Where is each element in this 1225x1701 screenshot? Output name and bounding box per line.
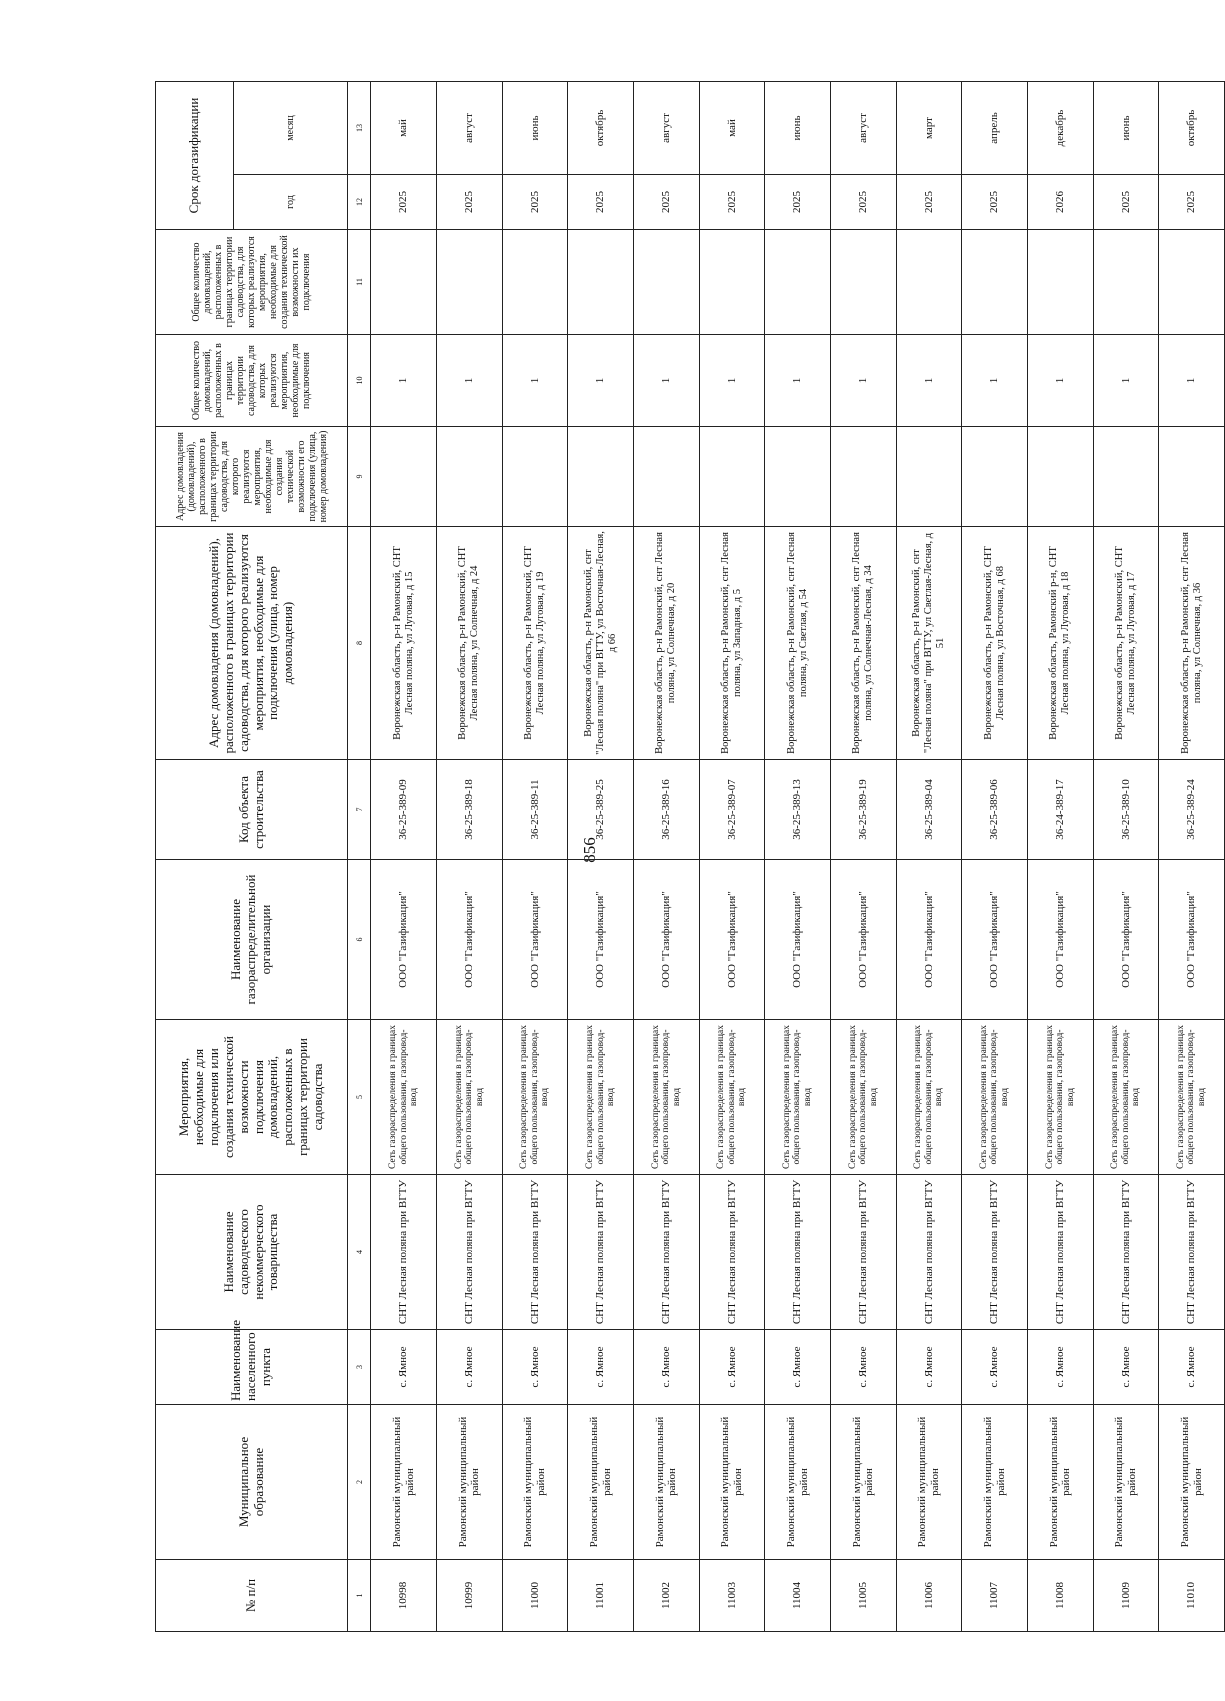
header-month: месяц bbox=[234, 82, 348, 175]
table-row bbox=[962, 82, 1028, 1632]
cell-month: август bbox=[437, 82, 503, 175]
cell-measures: Сеть газораспределения в границах общего пользования, газопровод-ввод bbox=[502, 1020, 568, 1175]
cell-settlement: с. Ямное bbox=[765, 1330, 831, 1405]
cell-num: 10998 bbox=[371, 1560, 437, 1632]
cell-gas-org: ООО "Газификация" bbox=[831, 860, 897, 1020]
cell-count: 1 bbox=[896, 335, 962, 427]
cell-num: 11002 bbox=[634, 1560, 700, 1632]
header-address-capability: Адрес домовладения (домовладений), расположенного в границах территории садоводства, для которого реализуются мероприятия, необходимые для создания технической возможности его подключения (улица, номер домовладения) bbox=[156, 427, 348, 527]
cell-month: август bbox=[831, 82, 897, 175]
column-number: 9 bbox=[348, 427, 371, 527]
cell-measures: Сеть газораспределения в границах общего пользования, газопровод-ввод bbox=[371, 1020, 437, 1175]
header-address-connection: Адрес домовладения (домовладений), расположенного в границах территории садоводства, для которого реализуются мероприятия, необходимые для подключения (улица, номер домовладения) bbox=[156, 527, 348, 760]
cell-gas-org: ООО "Газификация" bbox=[962, 860, 1028, 1020]
cell-address-capability bbox=[437, 427, 503, 527]
gasification-register-table bbox=[155, 81, 1225, 1632]
cell-settlement: с. Ямное bbox=[502, 1330, 568, 1405]
cell-year: 2025 bbox=[568, 175, 634, 230]
cell-measures: Сеть газораспределения в границах общего пользования, газопровод-ввод bbox=[1159, 1020, 1225, 1175]
cell-count-capability bbox=[1093, 230, 1159, 335]
cell-address: Воронежская область, р-н Рамонский, СНТ Лесная поляна, ул Солнечная, д 24 bbox=[437, 527, 503, 760]
cell-month: октябрь bbox=[1159, 82, 1225, 175]
cell-municipality: Рамонский муниципальный район bbox=[371, 1405, 437, 1560]
table-row bbox=[1028, 82, 1094, 1632]
cell-count-capability bbox=[831, 230, 897, 335]
header-term: Срок догазификации bbox=[156, 82, 234, 230]
cell-address: Воронежская область, р-н Рамонский, снт "Лесная поляна" при ВГТУ, ул Восточная-Лесная, д 66 bbox=[568, 527, 634, 760]
cell-count: 1 bbox=[1093, 335, 1159, 427]
cell-count-capability bbox=[765, 230, 831, 335]
cell-snt: СНТ Лесная поляна при ВГТУ bbox=[1093, 1175, 1159, 1330]
cell-object-code: 36-25-389-24 bbox=[1159, 760, 1225, 860]
header-object-code: Код объекта строительства bbox=[156, 760, 348, 860]
cell-object-code: 36-25-389-09 bbox=[371, 760, 437, 860]
cell-snt: СНТ Лесная поляна при ВГТУ bbox=[962, 1175, 1028, 1330]
cell-num: 11008 bbox=[1028, 1560, 1094, 1632]
cell-municipality: Рамонский муниципальный район bbox=[634, 1405, 700, 1560]
cell-measures: Сеть газораспределения в границах общего пользования, газопровод-ввод bbox=[1093, 1020, 1159, 1175]
cell-settlement: с. Ямное bbox=[568, 1330, 634, 1405]
cell-object-code: 36-25-389-16 bbox=[634, 760, 700, 860]
cell-count: 1 bbox=[1159, 335, 1225, 427]
header-measures: Мероприятия, необходимые для подключения или создания технической возможности подключения домовладений, расположенных в границах территории садоводства bbox=[156, 1020, 348, 1175]
cell-municipality: Рамонский муниципальный район bbox=[896, 1405, 962, 1560]
cell-object-code: 36-25-389-06 bbox=[962, 760, 1028, 860]
cell-num: 11005 bbox=[831, 1560, 897, 1632]
cell-gas-org: ООО "Газификация" bbox=[1159, 860, 1225, 1020]
cell-snt: СНТ Лесная поляна при ВГТУ bbox=[502, 1175, 568, 1330]
cell-measures: Сеть газораспределения в границах общего пользования, газопровод-ввод bbox=[765, 1020, 831, 1175]
header-gas-org: Наименование газораспределительной организации bbox=[156, 860, 348, 1020]
cell-address-capability bbox=[896, 427, 962, 527]
cell-num: 10999 bbox=[437, 1560, 503, 1632]
cell-count-capability bbox=[962, 230, 1028, 335]
page-number: 856 bbox=[580, 837, 599, 863]
cell-municipality: Рамонский муниципальный район bbox=[699, 1405, 765, 1560]
header-count-connection: Общее количество домовладений, расположенных в границах территории садоводства, для которых реализуются мероприятия, необходимые для подключения bbox=[156, 335, 348, 427]
cell-count: 1 bbox=[371, 335, 437, 427]
cell-month: октябрь bbox=[568, 82, 634, 175]
cell-address: Воронежская область, Рамонский р-н, СНТ Лесная поляна, ул Луговая, д 18 bbox=[1028, 527, 1094, 760]
cell-year: 2025 bbox=[699, 175, 765, 230]
cell-address-capability bbox=[1159, 427, 1225, 527]
cell-num: 11009 bbox=[1093, 1560, 1159, 1632]
cell-gas-org: ООО "Газификация" bbox=[502, 860, 568, 1020]
cell-object-code: 36-25-389-18 bbox=[437, 760, 503, 860]
cell-snt: СНТ Лесная поляна при ВГТУ bbox=[896, 1175, 962, 1330]
cell-snt: СНТ Лесная поляна при ВГТУ bbox=[699, 1175, 765, 1330]
cell-measures: Сеть газораспределения в границах общего пользования, газопровод-ввод bbox=[437, 1020, 503, 1175]
column-number-row bbox=[348, 82, 371, 1632]
table-row bbox=[568, 82, 634, 1632]
cell-municipality: Рамонский муниципальный район bbox=[831, 1405, 897, 1560]
cell-settlement: с. Ямное bbox=[1159, 1330, 1225, 1405]
cell-address: Воронежская область, р-н Рамонский, СНТ Лесная поляна, ул Восточная, д 68 bbox=[962, 527, 1028, 760]
cell-address-capability bbox=[634, 427, 700, 527]
table-row bbox=[831, 82, 897, 1632]
cell-object-code: 36-25-389-07 bbox=[699, 760, 765, 860]
cell-measures: Сеть газораспределения в границах общего пользования, газопровод-ввод bbox=[962, 1020, 1028, 1175]
cell-num: 11010 bbox=[1159, 1560, 1225, 1632]
cell-month: март bbox=[896, 82, 962, 175]
cell-snt: СНТ Лесная поляна при ВГТУ bbox=[371, 1175, 437, 1330]
cell-count-capability bbox=[634, 230, 700, 335]
header-settlement: Наименование населенного пункта bbox=[156, 1330, 348, 1405]
cell-object-code: 36-24-389-17 bbox=[1028, 760, 1094, 860]
cell-municipality: Рамонский муниципальный район bbox=[1159, 1405, 1225, 1560]
cell-num: 11001 bbox=[568, 1560, 634, 1632]
cell-object-code: 36-25-389-11 bbox=[502, 760, 568, 860]
cell-address-capability bbox=[962, 427, 1028, 527]
header-municipality: Муниципальное образование bbox=[156, 1405, 348, 1560]
cell-measures: Сеть газораспределения в границах общего пользования, газопровод-ввод bbox=[634, 1020, 700, 1175]
cell-settlement: с. Ямное bbox=[1028, 1330, 1094, 1405]
cell-snt: СНТ Лесная поляна при ВГТУ bbox=[437, 1175, 503, 1330]
cell-address-capability bbox=[568, 427, 634, 527]
cell-settlement: с. Ямное bbox=[371, 1330, 437, 1405]
table-row bbox=[1159, 82, 1225, 1632]
cell-address-capability bbox=[765, 427, 831, 527]
column-number: 8 bbox=[348, 527, 371, 760]
cell-object-code: 36-25-389-10 bbox=[1093, 760, 1159, 860]
cell-count-capability bbox=[1159, 230, 1225, 335]
table-row bbox=[634, 82, 700, 1632]
column-number: 7 bbox=[348, 760, 371, 860]
cell-object-code: 36-25-389-25 bbox=[568, 760, 634, 860]
header-count-capability: Общее количество домовладений, расположенных в границах территории садоводства, для которых реализуются мероприятия, необходимые для создания технической возможности их подключения bbox=[156, 230, 348, 335]
cell-count-capability bbox=[502, 230, 568, 335]
cell-settlement: с. Ямное bbox=[1093, 1330, 1159, 1405]
column-number: 2 bbox=[348, 1405, 371, 1560]
cell-year: 2025 bbox=[1159, 175, 1225, 230]
cell-municipality: Рамонский муниципальный район bbox=[1028, 1405, 1094, 1560]
cell-count-capability bbox=[568, 230, 634, 335]
header-num: № п/п bbox=[156, 1560, 348, 1632]
column-number: 4 bbox=[348, 1175, 371, 1330]
cell-count: 1 bbox=[699, 335, 765, 427]
cell-municipality: Рамонский муниципальный район bbox=[962, 1405, 1028, 1560]
cell-settlement: с. Ямное bbox=[962, 1330, 1028, 1405]
column-number: 13 bbox=[348, 82, 371, 175]
header-snt: Наименование садоводческого некоммерческого товарищества bbox=[156, 1175, 348, 1330]
cell-settlement: с. Ямное bbox=[437, 1330, 503, 1405]
cell-gas-org: ООО "Газификация" bbox=[437, 860, 503, 1020]
register-table-sheet bbox=[155, 82, 1225, 1632]
column-number: 12 bbox=[348, 175, 371, 230]
cell-object-code: 36-25-389-19 bbox=[831, 760, 897, 860]
cell-num: 11000 bbox=[502, 1560, 568, 1632]
cell-snt: СНТ Лесная поляна при ВГТУ bbox=[568, 1175, 634, 1330]
cell-count-capability bbox=[371, 230, 437, 335]
cell-snt: СНТ Лесная поляна при ВГТУ bbox=[831, 1175, 897, 1330]
cell-measures: Сеть газораспределения в границах общего пользования, газопровод-ввод bbox=[896, 1020, 962, 1175]
cell-gas-org: ООО "Газификация" bbox=[568, 860, 634, 1020]
cell-year: 2025 bbox=[765, 175, 831, 230]
cell-count-capability bbox=[1028, 230, 1094, 335]
cell-address-capability bbox=[1093, 427, 1159, 527]
cell-snt: СНТ Лесная поляна при ВГТУ bbox=[1028, 1175, 1094, 1330]
cell-measures: Сеть газораспределения в границах общего пользования, газопровод-ввод bbox=[568, 1020, 634, 1175]
cell-municipality: Рамонский муниципальный район bbox=[568, 1405, 634, 1560]
cell-address: Воронежская область, р-н Рамонский, снт Лесная поляна, ул Светлая, д 54 bbox=[765, 527, 831, 760]
cell-month: апрель bbox=[962, 82, 1028, 175]
cell-year: 2025 bbox=[831, 175, 897, 230]
cell-address: Воронежская область, р-н Рамонский, снт Лесная поляна, ул Солнечная, д 20 bbox=[634, 527, 700, 760]
cell-gas-org: ООО "Газификация" bbox=[634, 860, 700, 1020]
cell-gas-org: ООО "Газификация" bbox=[1093, 860, 1159, 1020]
cell-month: декабрь bbox=[1028, 82, 1094, 175]
cell-month: май bbox=[371, 82, 437, 175]
table-row bbox=[437, 82, 503, 1632]
cell-address-capability bbox=[699, 427, 765, 527]
cell-gas-org: ООО "Газификация" bbox=[371, 860, 437, 1020]
column-number: 10 bbox=[348, 335, 371, 427]
cell-address: Воронежская область, р-н Рамонский, снт "Лесная поляна" при ВГТУ, ул Светлая-Лесная, д 51 bbox=[896, 527, 962, 760]
cell-address: Воронежская область, р-н Рамонский, СНТ Лесная поляна, ул Луговая, д 19 bbox=[502, 527, 568, 760]
cell-month: май bbox=[699, 82, 765, 175]
cell-address: Воронежская область, р-н Рамонский, СНТ Лесная поляна, ул Луговая, д 15 bbox=[371, 527, 437, 760]
cell-year: 2025 bbox=[962, 175, 1028, 230]
cell-num: 11006 bbox=[896, 1560, 962, 1632]
cell-year: 2025 bbox=[502, 175, 568, 230]
column-number: 5 bbox=[348, 1020, 371, 1175]
cell-count-capability bbox=[896, 230, 962, 335]
table-row bbox=[765, 82, 831, 1632]
cell-settlement: с. Ямное bbox=[634, 1330, 700, 1405]
cell-month: июнь bbox=[765, 82, 831, 175]
cell-measures: Сеть газораспределения в границах общего пользования, газопровод-ввод bbox=[1028, 1020, 1094, 1175]
column-number: 6 bbox=[348, 860, 371, 1020]
cell-year: 2025 bbox=[1093, 175, 1159, 230]
cell-municipality: Рамонский муниципальный район bbox=[765, 1405, 831, 1560]
table-row bbox=[1093, 82, 1159, 1632]
cell-address-capability bbox=[1028, 427, 1094, 527]
cell-num: 11003 bbox=[699, 1560, 765, 1632]
cell-num: 11004 bbox=[765, 1560, 831, 1632]
cell-count: 1 bbox=[502, 335, 568, 427]
cell-count: 1 bbox=[831, 335, 897, 427]
column-number: 3 bbox=[348, 1330, 371, 1405]
cell-snt: СНТ Лесная поляна при ВГТУ bbox=[1159, 1175, 1225, 1330]
cell-count: 1 bbox=[962, 335, 1028, 427]
cell-measures: Сеть газораспределения в границах общего пользования, газопровод-ввод bbox=[831, 1020, 897, 1175]
cell-count: 1 bbox=[437, 335, 503, 427]
table-row bbox=[371, 82, 437, 1632]
cell-address: Воронежская область, р-н Рамонский, снт Лесная поляна, ул Западная, д 5 bbox=[699, 527, 765, 760]
cell-count-capability bbox=[699, 230, 765, 335]
cell-count: 1 bbox=[1028, 335, 1094, 427]
cell-year: 2025 bbox=[371, 175, 437, 230]
column-number: 1 bbox=[348, 1560, 371, 1632]
header-year: год bbox=[234, 175, 348, 230]
cell-municipality: Рамонский муниципальный район bbox=[502, 1405, 568, 1560]
cell-settlement: с. Ямное bbox=[896, 1330, 962, 1405]
cell-snt: СНТ Лесная поляна при ВГТУ bbox=[634, 1175, 700, 1330]
cell-month: июнь bbox=[1093, 82, 1159, 175]
cell-address: Воронежская область, р-н Рамонский, СНТ Лесная поляна, ул Луговая, д 17 bbox=[1093, 527, 1159, 760]
cell-address-capability bbox=[502, 427, 568, 527]
cell-year: 2026 bbox=[1028, 175, 1094, 230]
cell-gas-org: ООО "Газификация" bbox=[765, 860, 831, 1020]
cell-municipality: Рамонский муниципальный район bbox=[1093, 1405, 1159, 1560]
cell-count: 1 bbox=[634, 335, 700, 427]
cell-year: 2025 bbox=[634, 175, 700, 230]
cell-settlement: с. Ямное bbox=[831, 1330, 897, 1405]
cell-municipality: Рамонский муниципальный район bbox=[437, 1405, 503, 1560]
cell-address-capability bbox=[371, 427, 437, 527]
cell-snt: СНТ Лесная поляна при ВГТУ bbox=[765, 1175, 831, 1330]
cell-month: июнь bbox=[502, 82, 568, 175]
cell-count-capability bbox=[437, 230, 503, 335]
cell-gas-org: ООО "Газификация" bbox=[1028, 860, 1094, 1020]
column-number: 11 bbox=[348, 230, 371, 335]
cell-num: 11007 bbox=[962, 1560, 1028, 1632]
table-row bbox=[699, 82, 765, 1632]
cell-settlement: с. Ямное bbox=[699, 1330, 765, 1405]
cell-month: август bbox=[634, 82, 700, 175]
cell-address-capability bbox=[831, 427, 897, 527]
cell-address: Воронежская область, р-н Рамонский, снт Лесная поляна, ул Солнечная-Лесная, д 34 bbox=[831, 527, 897, 760]
cell-measures: Сеть газораспределения в границах общего пользования, газопровод-ввод bbox=[699, 1020, 765, 1175]
cell-year: 2025 bbox=[437, 175, 503, 230]
cell-count: 1 bbox=[765, 335, 831, 427]
cell-address: Воронежская область, р-н Рамонский, снт Лесная поляна, ул Солнечная, д 36 bbox=[1159, 527, 1225, 760]
cell-object-code: 36-25-389-04 bbox=[896, 760, 962, 860]
table-row bbox=[502, 82, 568, 1632]
cell-gas-org: ООО "Газификация" bbox=[699, 860, 765, 1020]
cell-gas-org: ООО "Газификация" bbox=[896, 860, 962, 1020]
cell-year: 2025 bbox=[896, 175, 962, 230]
table-row bbox=[896, 82, 962, 1632]
cell-object-code: 36-25-389-13 bbox=[765, 760, 831, 860]
cell-count: 1 bbox=[568, 335, 634, 427]
